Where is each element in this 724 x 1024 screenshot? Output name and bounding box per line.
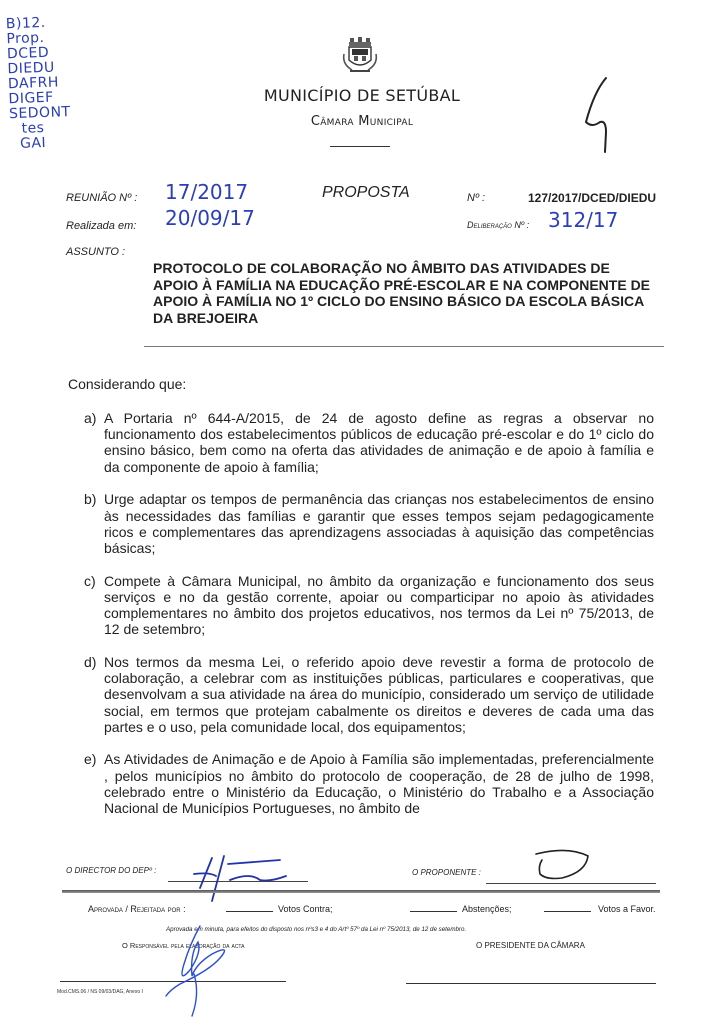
- margin-note-line: SEDONT: [8, 104, 71, 123]
- director-label: O DIRECTOR DO DEPº :: [66, 866, 157, 875]
- margin-note-line: GAI: [19, 134, 47, 152]
- list-item: [84, 751, 654, 816]
- votos-favor-label: Votos a Favor.: [598, 904, 656, 914]
- item-text: As Atividades de Animação e de Apoio à Família são implementadas, preferencialmente , pelos municípios no âmbito do protocolo de cooperação, de 28 de julho de 1998, celebrado entre o Ministério da Educação, o Ministério do Trabalho e a Associação Nacional de Municípios Portugueses, no âmbito de: [104, 751, 654, 817]
- item-letter: c): [84, 572, 96, 589]
- realizada-value: 20/09/17: [165, 206, 255, 230]
- margin-note-line: B)12.: [5, 14, 47, 33]
- item-text: Nos termos da mesma Lei, o referido apoio deve revestir a forma de protocolo de colaboração, a celebrar com as instituições públicas, particulares e cooperativas, que desenvolvam a sua atividade na área do município, considerado um serviço de utilidade social, em termos que protejam cabalmente os direitos e deveres de cada uma das partes e o uso, pela comunidade local, dos equipamentos;: [104, 653, 654, 735]
- list-item: [84, 410, 654, 475]
- proponente-label: O PROPONENTE :: [412, 868, 481, 877]
- realizada-label: Realizada em:: [66, 220, 137, 232]
- director-signature: [190, 846, 300, 906]
- reuniao-label: REUNIÃO Nº :: [66, 192, 138, 204]
- votos-contra-blank: [226, 902, 273, 912]
- margin-note-line: tes: [21, 119, 45, 137]
- considerations-list: [84, 410, 654, 833]
- footer-divider: [62, 890, 660, 893]
- form-code: Mod.CMS.06 / NS 09/03/DAG, Anexo I: [57, 989, 143, 995]
- coat-of-arms-icon: [340, 36, 380, 76]
- list-item: [84, 654, 654, 735]
- margin-note-line: DIEDU: [7, 59, 56, 78]
- body-intro: Considerando que:: [68, 376, 187, 392]
- item-letter: a): [84, 410, 97, 426]
- aprovada-label: Aprovada / Rejeitada por :: [88, 904, 186, 914]
- item-letter: b): [84, 491, 97, 508]
- assunto-label: ASSUNTO :: [66, 246, 126, 258]
- reuniao-value: 17/2017: [165, 180, 249, 204]
- handwritten-mark-4: [572, 70, 632, 160]
- votos-favor-blank: [544, 902, 591, 912]
- list-item: [84, 491, 654, 556]
- subject-divider: [144, 346, 664, 347]
- organization-subtitle: Câmara Municipal: [310, 114, 414, 129]
- subject-title: PROTOCOLO DE COLABORAÇÃO NO ÂMBITO DAS ATIVIDADES DE APOIO À FAMÍLIA NA EDUCAÇÃO PRÉ-ESCOLAR E NA COMPONENTE DE APOIO À FAMÍLIA NO 1º CICLO DO ENSINO BÁSICO DA ESCOLA BÁSICA DA BREJOEIRA: [153, 260, 651, 326]
- minuta-note: Aprovada em minuta, para efeitos do disposto nos nºs3 e 4 do Artº 57º da Lei nº 75/2013, de 12 de setembro.: [166, 926, 467, 933]
- list-item: [84, 573, 654, 638]
- deliberacao-value: 312/17: [548, 208, 619, 232]
- responsavel-label: O Responsável pela elaboração da acta: [122, 941, 245, 950]
- numero-label: Nº :: [467, 192, 486, 204]
- presidente-signature-line: [406, 983, 656, 984]
- margin-note-line: DCED: [6, 44, 50, 63]
- abstencoes-label: Abstenções;: [462, 904, 512, 914]
- item-letter: e): [84, 751, 97, 768]
- deliberacao-label: Deliberação Nº :: [467, 220, 530, 230]
- margin-routing-notes: [6, 15, 81, 152]
- item-text: A Portaria nº 644-A/2015, de 24 de agosto define as regras a observar no funcionamento dos estabelecimentos públicos de educação pré-escolar e do 1º ciclo do ensino básico, bem como na oferta das atividades de animação e de apoio à família e da componente de apoio à família;: [104, 410, 654, 475]
- item-text: Compete à Câmara Municipal, no âmbito da organização e funcionamento dos seus serviços e no da gestão corrente, apoiar ou comparticipar no apoio às atividades complementares no âmbito dos projetos educativos, nos termos da Lei nº 75/2013, de 12 de setembro;: [104, 572, 654, 638]
- document-type: PROPOSTA: [322, 184, 410, 201]
- numero-value: 127/2017/DCED/DIEDU: [528, 191, 657, 205]
- header-divider: [330, 146, 390, 147]
- presidente-label: O PRESIDENTE DA CÂMARA: [476, 941, 585, 950]
- proponente-signature: [528, 848, 598, 884]
- margin-note-line: DAFRH: [7, 74, 60, 93]
- item-letter: d): [84, 653, 97, 670]
- votos-contra-label: Votos Contra;: [278, 904, 333, 914]
- item-text: Urge adaptar os tempos de permanência das crianças nos estabelecimentos de ensino às necessidades das famílias e garantir que esses tempos sejam pedagogicamente ricos e complementares das aprendizagens associadas à aquisição das competências básicas;: [104, 491, 654, 556]
- margin-note-line: Prop.: [6, 29, 45, 48]
- margin-note-line: DIGEF: [8, 89, 54, 108]
- organization-name: MUNICÍPIO DE SETÚBAL: [263, 86, 461, 105]
- abstencoes-blank: [410, 902, 457, 912]
- responsavel-signature: [140, 924, 250, 1020]
